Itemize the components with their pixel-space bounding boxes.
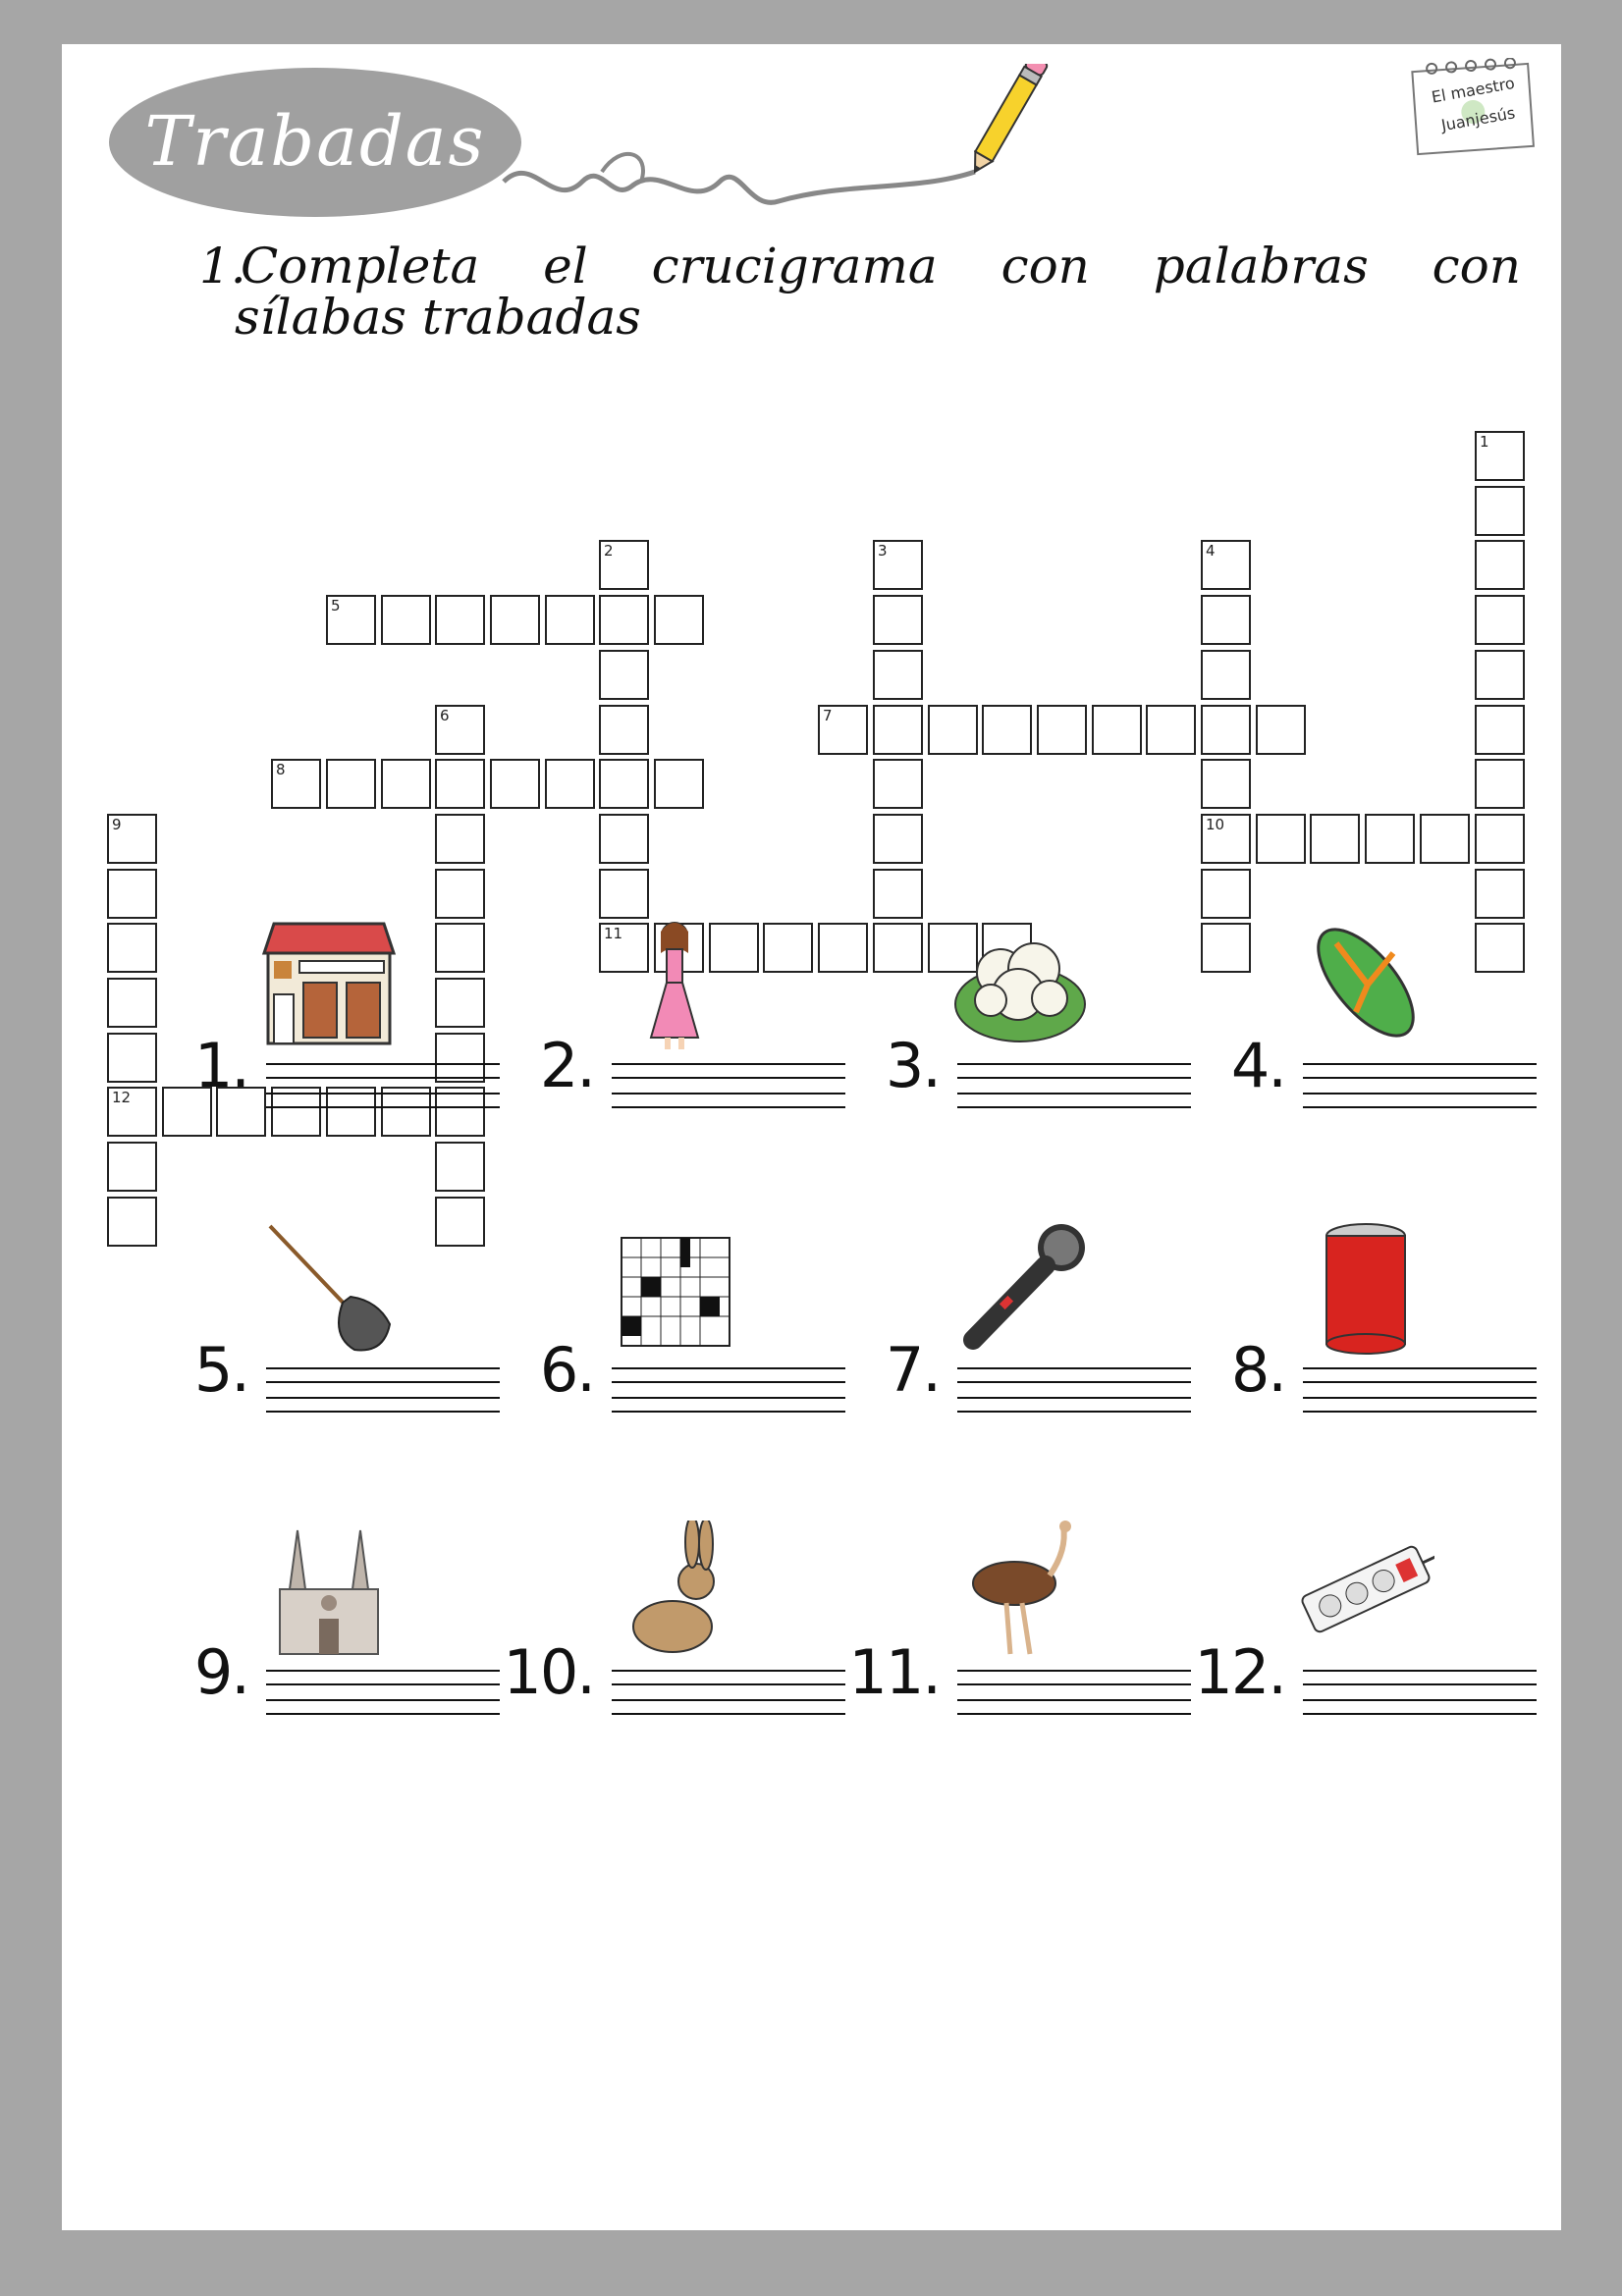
clue-number: 10 bbox=[1206, 816, 1225, 833]
writing-line bbox=[957, 1093, 1191, 1095]
clue-number: 12 bbox=[112, 1089, 132, 1106]
writing-line bbox=[612, 1093, 845, 1095]
writing-line bbox=[957, 1683, 1191, 1685]
clue-number: 1 bbox=[1480, 433, 1489, 451]
crossword-cell[interactable] bbox=[1420, 814, 1470, 864]
clue-number: 9 bbox=[112, 816, 122, 833]
instruction-line-1: 1.Completa el crucigrama con palabras con bbox=[199, 238, 1521, 294]
writing-line bbox=[957, 1670, 1191, 1672]
writing-line bbox=[1303, 1063, 1537, 1065]
crossword-cell[interactable] bbox=[435, 595, 485, 645]
crossword-cell[interactable] bbox=[435, 923, 485, 973]
crossword-cell[interactable] bbox=[873, 923, 923, 973]
crossword-cell[interactable] bbox=[1475, 923, 1525, 973]
crossword-cell[interactable] bbox=[107, 814, 157, 864]
crossword-cell[interactable] bbox=[1201, 595, 1251, 645]
writing-line bbox=[612, 1397, 845, 1399]
writing-line bbox=[612, 1699, 845, 1701]
crossword-cell[interactable] bbox=[1037, 705, 1087, 755]
answer-number: 3. bbox=[885, 1030, 940, 1101]
answer-number: 11. bbox=[848, 1636, 940, 1708]
cauliflower-icon bbox=[951, 914, 1089, 1051]
writing-line bbox=[957, 1699, 1191, 1701]
clue-number: 8 bbox=[276, 761, 286, 778]
crossword-cell[interactable] bbox=[1256, 705, 1306, 755]
crossword-cell[interactable] bbox=[1475, 869, 1525, 919]
answer-number: 7. bbox=[885, 1334, 940, 1406]
answer-number: 4. bbox=[1230, 1030, 1285, 1101]
answer-number: 5. bbox=[193, 1334, 248, 1406]
writing-line bbox=[1303, 1397, 1537, 1399]
crossword-cell[interactable] bbox=[1092, 705, 1142, 755]
page-title: Trabadas bbox=[144, 101, 486, 182]
crossword-cell[interactable] bbox=[873, 540, 923, 590]
crossword-cell[interactable] bbox=[928, 705, 978, 755]
crossword-cell[interactable] bbox=[599, 650, 649, 700]
crossword-cell[interactable] bbox=[1201, 759, 1251, 809]
crossword-cell[interactable] bbox=[1201, 650, 1251, 700]
writing-line bbox=[1303, 1106, 1537, 1108]
crossword-cell[interactable] bbox=[1201, 540, 1251, 590]
writing-line bbox=[266, 1713, 500, 1715]
crossword-cell[interactable] bbox=[107, 978, 157, 1028]
princess-icon bbox=[606, 914, 743, 1051]
writing-line bbox=[1303, 1093, 1537, 1095]
clue-number: 6 bbox=[440, 707, 450, 724]
answer-writing-lines[interactable] bbox=[612, 1063, 845, 1118]
writing-line bbox=[1303, 1670, 1537, 1672]
logo-label: El maestro Juanjesús bbox=[1430, 73, 1517, 135]
crossword-cell[interactable] bbox=[1475, 540, 1525, 590]
answer-number: 2. bbox=[539, 1030, 594, 1101]
crossword-cell[interactable] bbox=[435, 1142, 485, 1192]
answer-writing-lines[interactable] bbox=[266, 1367, 500, 1422]
crossword-cell[interactable] bbox=[599, 814, 649, 864]
crossword-cell[interactable] bbox=[818, 705, 868, 755]
crossword-cell[interactable] bbox=[1475, 705, 1525, 755]
crossword-cell[interactable] bbox=[1201, 814, 1251, 864]
answer-writing-lines[interactable] bbox=[1303, 1063, 1537, 1118]
writing-line bbox=[1303, 1077, 1537, 1079]
writing-line bbox=[612, 1411, 845, 1413]
clue-number: 2 bbox=[604, 542, 614, 560]
writing-line bbox=[957, 1063, 1191, 1065]
crossword-cell[interactable] bbox=[107, 1142, 157, 1192]
writing-line bbox=[1303, 1683, 1537, 1685]
writing-line bbox=[612, 1077, 845, 1079]
writing-line bbox=[266, 1106, 500, 1108]
writing-line bbox=[266, 1411, 500, 1413]
writing-line bbox=[1303, 1699, 1537, 1701]
crossword-cell[interactable] bbox=[982, 705, 1032, 755]
answer-writing-lines[interactable] bbox=[266, 1063, 500, 1118]
instruction-line-2: sílabas trabadas bbox=[235, 289, 641, 346]
crossword-cell[interactable] bbox=[1256, 814, 1306, 864]
crossword-cell[interactable] bbox=[599, 759, 649, 809]
answer-writing-lines[interactable] bbox=[612, 1367, 845, 1422]
worksheet bbox=[62, 44, 1561, 2230]
crossword-cell[interactable] bbox=[1146, 705, 1196, 755]
crossword-cell[interactable] bbox=[1475, 431, 1525, 481]
answer-writing-lines[interactable] bbox=[1303, 1367, 1537, 1422]
answer-number: 6. bbox=[539, 1334, 594, 1406]
crossword-cell[interactable] bbox=[107, 1033, 157, 1083]
crossword-cell[interactable] bbox=[490, 595, 540, 645]
crossword-cell[interactable] bbox=[873, 759, 923, 809]
answer-number: 12. bbox=[1194, 1636, 1285, 1708]
crossword-cell[interactable] bbox=[326, 759, 376, 809]
crossword-cell[interactable] bbox=[435, 705, 485, 755]
hare-icon bbox=[606, 1521, 743, 1658]
crossword-cell[interactable] bbox=[271, 759, 321, 809]
crossword-cell[interactable] bbox=[654, 595, 704, 645]
crossword-cell[interactable] bbox=[654, 759, 704, 809]
writing-line bbox=[612, 1367, 845, 1369]
crossword-cell[interactable] bbox=[1201, 923, 1251, 973]
flip-flop-icon bbox=[1297, 914, 1434, 1051]
crossword-cell[interactable] bbox=[1475, 595, 1525, 645]
crossword-cell[interactable] bbox=[381, 595, 431, 645]
writing-line bbox=[266, 1367, 500, 1369]
crossword-cell[interactable] bbox=[1201, 869, 1251, 919]
writing-line bbox=[957, 1077, 1191, 1079]
crossword-cell[interactable] bbox=[107, 923, 157, 973]
writing-line bbox=[957, 1367, 1191, 1369]
clue-number: 11 bbox=[604, 925, 623, 942]
writing-line bbox=[266, 1077, 500, 1079]
writing-line bbox=[1303, 1713, 1537, 1715]
crossword-cell[interactable] bbox=[763, 923, 813, 973]
crossword-cell[interactable] bbox=[435, 1197, 485, 1247]
writing-line bbox=[266, 1683, 500, 1685]
crossword-cell[interactable] bbox=[873, 869, 923, 919]
crossword-icon bbox=[606, 1218, 743, 1356]
answer-number: 8. bbox=[1230, 1334, 1285, 1406]
clue-number: 5 bbox=[331, 597, 341, 614]
writing-line bbox=[1303, 1367, 1537, 1369]
writing-line bbox=[612, 1106, 845, 1108]
answer-number: 9. bbox=[193, 1636, 248, 1708]
crossword-cell[interactable] bbox=[107, 869, 157, 919]
crossword-cell[interactable] bbox=[599, 595, 649, 645]
writing-line bbox=[266, 1063, 500, 1065]
crossword-cell[interactable] bbox=[435, 814, 485, 864]
crossword-cell[interactable] bbox=[873, 595, 923, 645]
crossword-cell[interactable] bbox=[435, 759, 485, 809]
writing-line bbox=[1303, 1411, 1537, 1413]
pencil-icon bbox=[494, 64, 1083, 240]
writing-line bbox=[266, 1699, 500, 1701]
crossword-cell[interactable] bbox=[107, 1087, 157, 1137]
instruction bbox=[199, 238, 1521, 346]
microphone-icon bbox=[951, 1218, 1089, 1356]
writing-line bbox=[612, 1063, 845, 1065]
writing-line bbox=[612, 1683, 845, 1685]
cathedral-icon bbox=[260, 1521, 398, 1658]
writing-line bbox=[612, 1381, 845, 1383]
answer-number: 1. bbox=[193, 1030, 248, 1101]
crossword-cell[interactable] bbox=[818, 923, 868, 973]
writing-line bbox=[957, 1411, 1191, 1413]
writing-line bbox=[266, 1381, 500, 1383]
crossword-cell[interactable] bbox=[599, 540, 649, 590]
crossword-cell[interactable] bbox=[1475, 814, 1525, 864]
clue-number: 3 bbox=[878, 542, 888, 560]
crossword-cell[interactable] bbox=[381, 759, 431, 809]
crossword-cell[interactable] bbox=[1365, 814, 1415, 864]
crossword-cell[interactable] bbox=[599, 869, 649, 919]
answer-writing-lines[interactable] bbox=[957, 1670, 1191, 1725]
writing-line bbox=[266, 1670, 500, 1672]
writing-line bbox=[266, 1397, 500, 1399]
answer-number: 10. bbox=[503, 1636, 594, 1708]
writing-line bbox=[266, 1093, 500, 1095]
crossword-cell[interactable] bbox=[1475, 486, 1525, 536]
writing-line bbox=[957, 1106, 1191, 1108]
crossword-cell[interactable] bbox=[873, 650, 923, 700]
writing-line bbox=[957, 1713, 1191, 1715]
crossword-cell[interactable] bbox=[545, 759, 595, 809]
feather-duster-icon bbox=[260, 1218, 398, 1356]
clue-number: 7 bbox=[823, 707, 833, 724]
writing-line bbox=[957, 1397, 1191, 1399]
crossword-cell[interactable] bbox=[1475, 759, 1525, 809]
answer-writing-lines[interactable] bbox=[957, 1063, 1191, 1118]
crossword-cell[interactable] bbox=[435, 869, 485, 919]
crossword-cell[interactable] bbox=[873, 814, 923, 864]
crossword-cell[interactable] bbox=[873, 705, 923, 755]
crossword-cell[interactable] bbox=[1310, 814, 1360, 864]
clue-number: 4 bbox=[1206, 542, 1216, 560]
soda-can-icon bbox=[1297, 1218, 1434, 1356]
ostrich-icon bbox=[951, 1521, 1089, 1658]
power-strip-icon bbox=[1297, 1521, 1434, 1658]
answer-writing-lines[interactable] bbox=[612, 1670, 845, 1725]
writing-line bbox=[612, 1670, 845, 1672]
crossword-cell[interactable] bbox=[490, 759, 540, 809]
crossword-cell[interactable] bbox=[1475, 650, 1525, 700]
answer-writing-lines[interactable] bbox=[1303, 1670, 1537, 1725]
crossword-cell[interactable] bbox=[326, 595, 376, 645]
crossword-cell[interactable] bbox=[1201, 705, 1251, 755]
writing-line bbox=[612, 1713, 845, 1715]
writing-line bbox=[1303, 1381, 1537, 1383]
writing-line bbox=[957, 1381, 1191, 1383]
answer-writing-lines[interactable] bbox=[266, 1670, 500, 1725]
crossword-cell[interactable] bbox=[107, 1197, 157, 1247]
crossword-cell[interactable] bbox=[599, 705, 649, 755]
crossword-cell[interactable] bbox=[435, 978, 485, 1028]
crossword-cell[interactable] bbox=[545, 595, 595, 645]
answer-writing-lines[interactable] bbox=[957, 1367, 1191, 1422]
bookstore-icon bbox=[260, 914, 398, 1051]
